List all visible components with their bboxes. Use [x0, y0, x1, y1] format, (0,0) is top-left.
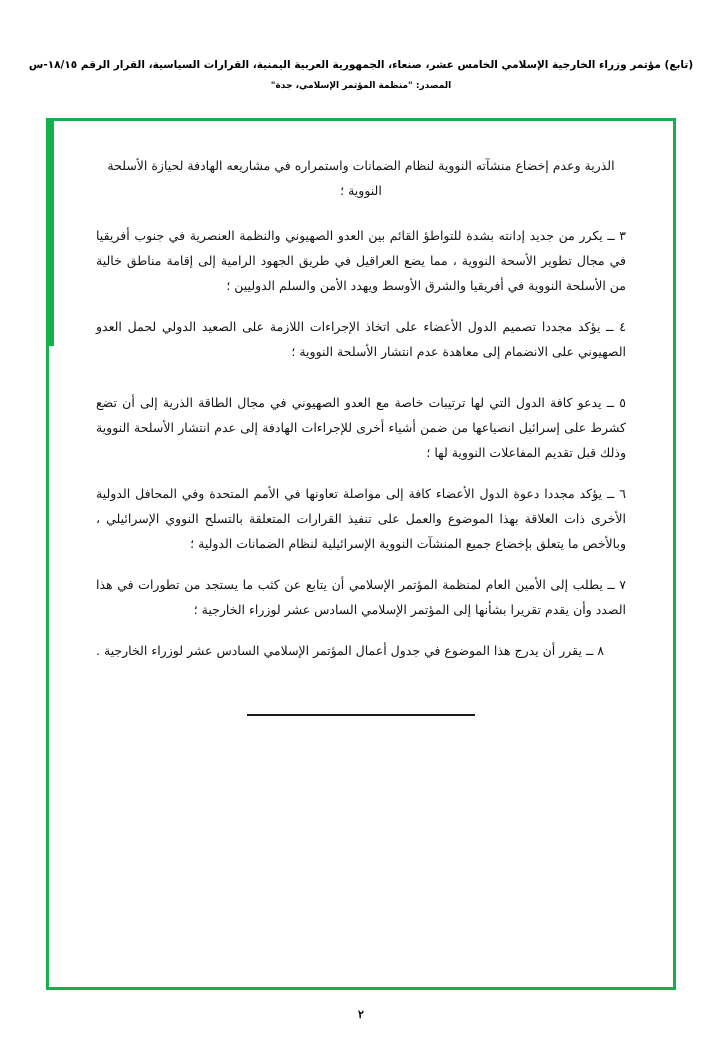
- paragraph-item-8: ٨ ــ يقرر أن يدرج هذا الموضوع في جدول أعمال المؤتمر الإسلامي السادس عشر لوزراء الخارجية .: [96, 642, 604, 658]
- paragraph-item-7: ٧ ــ يطلب إلى الأمين العام لمنظمة المؤتمر الإسلامي أن يتابع عن كثب ما يستجد من تطورات في هذا الصدد وأن يقدم تقريرا بشأنها إلى المؤتمر الإسلامي السادس عشر لوزراء الخارجية ؛: [96, 576, 626, 617]
- paragraph-item-5: ٥ ــ يدعو كافة الدول التي لها ترتيبات خاصة مع العدو الصهيوني في مجال الطاقة الذرية إلى أن تضع كشرط على إسرائيل انصياعها من ضمن أشياء أخرى للإجراءات الهادفة إلى عدم انتشار الأسلحة النووية وذلك قبل تقديم المفاعلات النووية لها ؛: [96, 394, 626, 460]
- frame-edge-top: [46, 118, 676, 121]
- frame-edge-left-thick: [46, 118, 54, 346]
- document-body: [96, 140, 626, 663]
- paragraph-continuation: الذرية وعدم إخضاع منشآته النووية لنظام الضمانات واستمراره في مشاريعه الهادفة لحيازة الأسلحة النووية ؛: [107, 157, 615, 198]
- paragraph-item-3: ٣ ــ يكرر من جديد إدانته بشدة للتواطؤ القائم بين العدو الصهيوني والنظمة العنصرية في جنوب أفريقيا في مجال تطوير الأسحة النووية ، مما يضع العراقيل في طريق الجهود الرامية إلى إقامة مناطق خالية من الأسلحة النووية في أفريقيا والشرق الأوسط ويهدد الأمن والسلم الدوليين ؛: [96, 227, 626, 293]
- header-title: (تابع) مؤتمر وزراء الخارجية الإسلامي الخامس عشر، صنعاء، الجمهورية العربية اليمنية، القرارات السياسية، القرار الرقم ١٨/١٥-س: [28, 59, 694, 71]
- frame-edge-right: [673, 118, 676, 990]
- page-number: ٢: [358, 1008, 364, 1021]
- paragraph-item-4: ٤ ــ يؤكد مجددا تصميم الدول الأعضاء على اتخاذ الإجراءات اللازمة على الصعيد الدولي لحمل العدو الصهيوني على الانضمام إلى معاهدة عدم انتشار الأسلحة النووية ؛: [96, 318, 626, 359]
- frame-edge-left-thin: [46, 346, 49, 990]
- section-divider: [247, 714, 475, 716]
- frame-edge-bottom: [46, 987, 676, 990]
- header-source: المصدر: "منظمة المؤتمر الإسلامي، جدة": [270, 80, 452, 91]
- paragraph-item-6: ٦ ــ يؤكد مجددا دعوة الدول الأعضاء كافة إلى مواصلة تعاونها في الأمم المتحدة وفي المحافل الدولية الأخرى ذات العلاقة بهذا الموضوع والعمل على تنفيذ القرارات المتعلقة بالتسلح النووي الإسرائيلي ، وبالأخص ما يتعلق بإخضاع جميع المنشآت النووية الإسرائيلية لنظام الضمانات الدولية ؛: [96, 485, 626, 551]
- document-header: [28, 58, 694, 93]
